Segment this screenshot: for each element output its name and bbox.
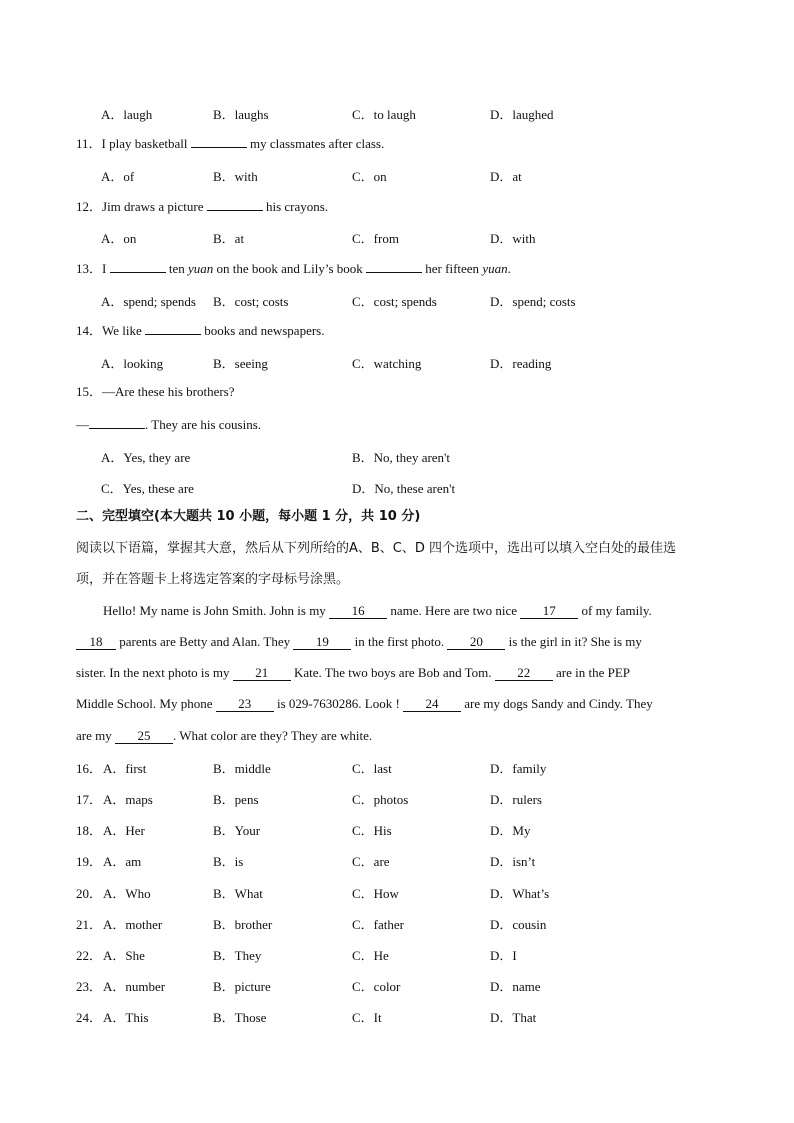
- answer-blank: [191, 134, 247, 148]
- q12-option-c: C．from: [352, 231, 399, 246]
- question-text: his crayons.: [265, 199, 329, 214]
- q15-option-d: D．No, these aren't: [352, 481, 456, 496]
- passage-text: Kate. The two boys are Bob and Tom.: [290, 665, 495, 680]
- passage-line-2: [76, 633, 642, 651]
- passage-text: are in the PEP: [552, 665, 631, 680]
- numbered-blank: 19: [293, 635, 351, 650]
- q12-option-a: A．on: [101, 231, 137, 246]
- option-d: D．That: [490, 1010, 537, 1025]
- q11-option-a: A．of: [101, 169, 135, 184]
- q14-option-b: B．seeing: [213, 356, 268, 371]
- passage-text: are my dogs Sandy and Cindy. They: [461, 696, 653, 711]
- option-a: A．number: [103, 979, 166, 994]
- passage-text: Hello! My name is John Smith. John is my: [103, 603, 330, 618]
- passage-text: is 029-7630286. Look !: [273, 696, 404, 711]
- q12-option-b: B．at: [213, 231, 245, 246]
- question-12: [76, 197, 328, 216]
- q15-option-a: A．Yes, they are: [101, 450, 191, 465]
- question-number: 16．: [76, 761, 103, 776]
- option-a: A．am: [103, 854, 142, 869]
- question-text: her fifteen: [425, 261, 480, 276]
- question-text: —Are these his brothers?: [102, 384, 235, 399]
- option-d: D．My: [490, 823, 531, 838]
- question-text-italic: yuan: [482, 261, 508, 276]
- option-a: A．Her: [103, 823, 145, 838]
- question-text: Jim draws a picture: [102, 199, 204, 214]
- answer-blank: [89, 415, 145, 429]
- question-text: I: [102, 261, 107, 276]
- passage-text: of my family.: [578, 603, 652, 618]
- q13-option-d: D．spend; costs: [490, 294, 576, 309]
- option-b: B．brother: [213, 917, 273, 932]
- option-b: B．middle: [213, 761, 271, 776]
- option-c: C．How: [352, 886, 399, 901]
- question-text: on the book and Lily’s book: [216, 261, 363, 276]
- passage-text: sister. In the next photo is my: [76, 665, 233, 680]
- q13-option-a: A．spend; spends: [101, 294, 196, 309]
- passage-text: name. Here are two nice: [387, 603, 521, 618]
- question-14: [76, 321, 325, 340]
- numbered-blank: 17: [520, 604, 578, 619]
- passage-text: Middle School. My phone: [76, 696, 216, 711]
- numbered-blank: 23: [216, 697, 274, 712]
- question-number: 21．: [76, 917, 103, 932]
- question-text: .: [507, 261, 511, 276]
- question-number: 12．: [76, 199, 103, 214]
- question-text: my classmates after class.: [249, 136, 385, 151]
- question-number: 22．: [76, 948, 103, 963]
- q15-option-b: B．No, they aren't: [352, 450, 451, 465]
- question-text-italic: yuan: [188, 261, 214, 276]
- option-d: D．I: [490, 948, 517, 963]
- question-number: 13．: [76, 261, 103, 276]
- q14-option-a: A．looking: [101, 356, 164, 371]
- passage-text: are my: [76, 728, 115, 743]
- option-b: B．They: [213, 948, 262, 963]
- question-11: [76, 134, 384, 153]
- option-c: C．He: [352, 948, 389, 963]
- passage-line-3: [76, 664, 630, 682]
- question-text: . They are his cousins.: [145, 417, 262, 432]
- option-b: B．Those: [213, 1010, 267, 1025]
- option-c: C．color: [352, 979, 401, 994]
- numbered-blank: 16: [329, 604, 387, 619]
- option-d: D．name: [490, 979, 541, 994]
- section-instructions: 阅读以下语篇，掌握其大意，然后从下列所给的A、B、C、D 四个选项中，选出可以填入空白处的最佳选: [76, 541, 677, 556]
- option-a: A．mother: [103, 917, 163, 932]
- option-c: C．photos: [352, 792, 409, 807]
- question-number: 15．: [76, 384, 103, 399]
- section-instructions: 项，并在答题卡上将选定答案的字母标号涂黑。: [76, 572, 350, 587]
- option-c: C．It: [352, 1010, 382, 1025]
- option-a: A．first: [103, 761, 147, 776]
- question-number: 17．: [76, 792, 103, 807]
- question-number: 19．: [76, 854, 103, 869]
- numbered-blank: 22: [495, 666, 553, 681]
- question-number: 24．: [76, 1010, 103, 1025]
- q10-option-a: A．laugh: [101, 107, 153, 122]
- answer-blank: [145, 321, 201, 335]
- q10-option-b: B．laughs: [213, 107, 269, 122]
- passage-line-5: [76, 727, 372, 745]
- question-text: ten: [168, 261, 185, 276]
- q13-option-c: C．cost; spends: [352, 294, 437, 309]
- q10-option-c: C．to laugh: [352, 107, 416, 122]
- numbered-blank: 25: [115, 729, 173, 744]
- option-d: D．What’s: [490, 886, 550, 901]
- option-c: C．last: [352, 761, 392, 776]
- question-number: 23．: [76, 979, 103, 994]
- option-a: A．This: [103, 1010, 149, 1025]
- dash: —: [76, 417, 89, 432]
- numbered-blank: 20: [447, 635, 505, 650]
- question-number: 20．: [76, 886, 103, 901]
- numbered-blank: 21: [233, 666, 291, 681]
- passage-text: in the first photo.: [351, 634, 448, 649]
- question-13: [76, 259, 511, 278]
- passage-line-4: [76, 695, 653, 713]
- option-d: D．family: [490, 761, 547, 776]
- answer-blank: [207, 197, 263, 211]
- q13-option-b: B．cost; costs: [213, 294, 289, 309]
- question-text: books and newspapers.: [204, 323, 325, 338]
- passage-text: parents are Betty and Alan. They: [116, 634, 294, 649]
- q11-option-c: C．on: [352, 169, 387, 184]
- option-a: A．Who: [103, 886, 151, 901]
- question-number: 11．: [76, 136, 102, 151]
- q15-option-c: C．Yes, these are: [101, 481, 194, 496]
- answer-blank: [110, 259, 166, 273]
- question-15-response: [76, 415, 261, 434]
- question-text: We like: [102, 323, 142, 338]
- option-c: C．are: [352, 854, 390, 869]
- question-text: I play basketball: [101, 136, 188, 151]
- option-d: D．isn’t: [490, 854, 536, 869]
- question-number: 14．: [76, 323, 103, 338]
- numbered-blank: 18: [76, 635, 116, 650]
- option-c: C．His: [352, 823, 392, 838]
- q11-option-b: B．with: [213, 169, 258, 184]
- option-a: A．She: [103, 948, 145, 963]
- option-d: D．rulers: [490, 792, 542, 807]
- section-heading: 二、完型填空(本大题共 10 小题，每小题 1 分，共 10 分): [76, 509, 421, 524]
- numbered-blank: 24: [403, 697, 461, 712]
- passage-line-1: [103, 602, 652, 620]
- q14-option-c: C．watching: [352, 356, 422, 371]
- option-b: B．What: [213, 886, 263, 901]
- passage-text: . What color are they? They are white.: [172, 728, 373, 743]
- option-c: C．father: [352, 917, 404, 932]
- q11-option-d: D．at: [490, 169, 522, 184]
- answer-blank: [366, 259, 422, 273]
- q14-option-d: D．reading: [490, 356, 552, 371]
- option-a: A．maps: [103, 792, 153, 807]
- q12-option-d: D．with: [490, 231, 536, 246]
- option-b: B．picture: [213, 979, 271, 994]
- question-number: 18．: [76, 823, 103, 838]
- option-b: B．pens: [213, 792, 259, 807]
- question-15: [76, 383, 235, 401]
- option-b: B．is: [213, 854, 244, 869]
- q10-option-d: D．laughed: [490, 107, 554, 122]
- passage-text: is the girl in it? She is my: [505, 634, 642, 649]
- option-d: D．cousin: [490, 917, 547, 932]
- option-b: B．Your: [213, 823, 261, 838]
